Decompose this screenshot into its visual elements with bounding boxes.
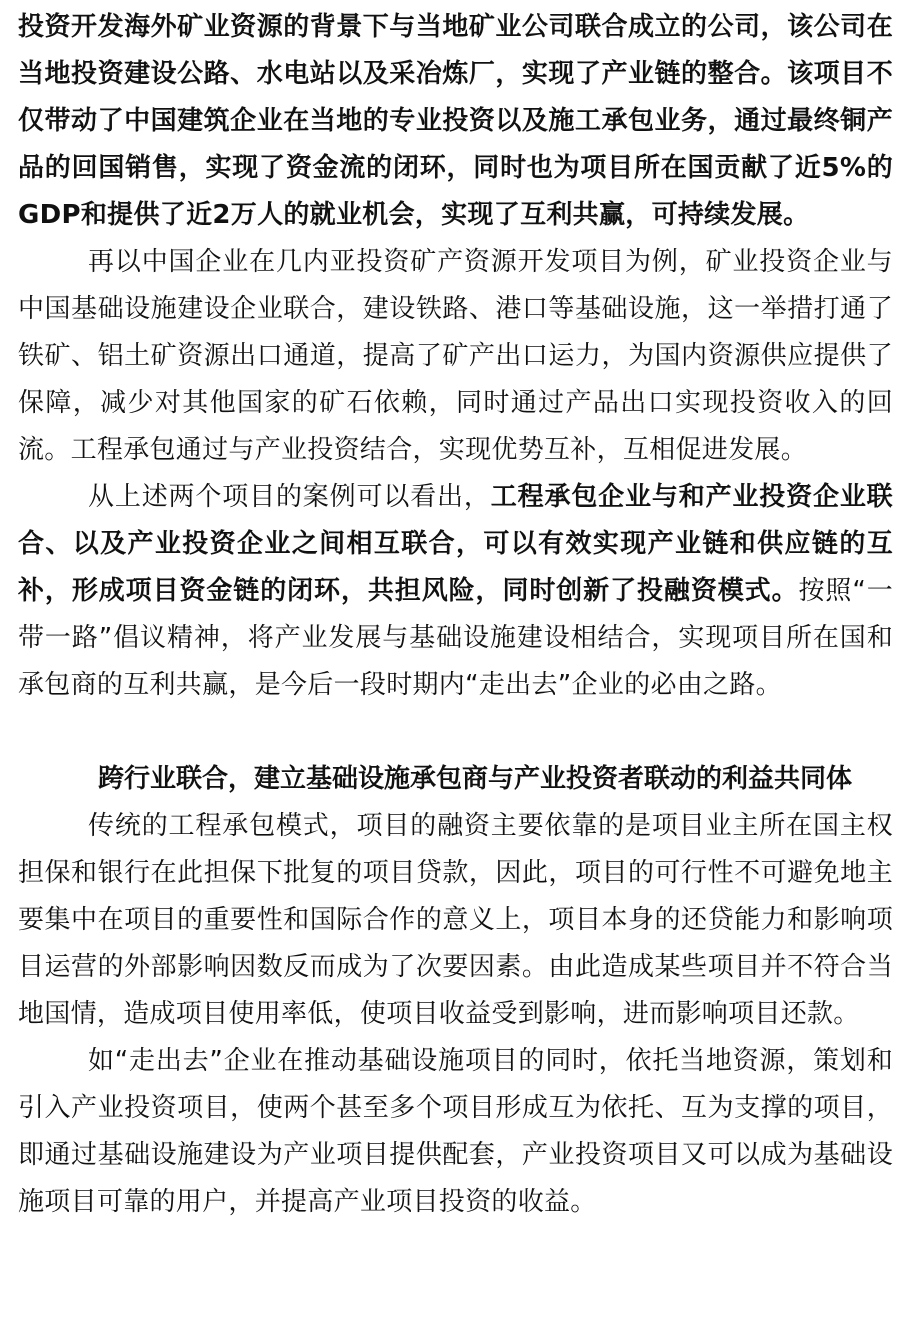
conclusion-tail: 按照“一带一路”倡议精神，将产业发展与基础设施建设相结合，实现项目所在国和承包商的互利共赢，是今后一段时期内“走出去”企业的必由之路。: [18, 576, 894, 700]
conclusion-bold: 工程承包企业与和产业投资企业联合、以及产业投资企业之间相互联合，可以有效实现产业链和供应链的互补，形成项目资金链的闭环，共担风险，同时创新了投融资模式。: [18, 482, 893, 606]
paragraph-bold-intro: 投资开发海外矿业资源的背景下与当地矿业公司联合成立的公司，该公司在当地投资建设公路、水电站以及采冶炼厂，实现了产业链的整合。该项目不仅带动了中国建筑企业在当地的专业投资以及施工承包业务，通过最终铜产品的回国销售，实现了资金流的闭环，同时也为项目所在国贡献了近5%的GDP和提供了近2万人的就业机会，实现了互利共赢，可持续发展。: [18, 12, 893, 230]
paragraph-going-out: 如“走出去”企业在推动基础设施项目的同时，依托当地资源，策划和引入产业投资项目，使两个甚至多个项目形成互为依托、互为支撑的项目，即通过基础设施建设为产业项目提供配套，产业投资项目又可以成为基础设施项目可靠的用户，并提高产业项目投资的收益。: [18, 1046, 893, 1217]
paragraph-conclusion: [18, 474, 893, 709]
paragraph-traditional-model: 传统的工程承包模式，项目的融资主要依靠的是项目业主所在国主权担保和银行在此担保下批复的项目贷款，因此，项目的可行性不可避免地主要集中在项目的重要性和国际合作的意义上，项目本身的还贷能力和影响项目运营的外部影响因数反而成为了次要因素。由此造成某些项目并不符合当地国情，造成项目使用率低，使项目收益受到影响，进而影响项目还款。: [18, 811, 893, 1029]
section-heading: 跨行业联合，建立基础设施承包商与产业投资者联动的利益共同体: [98, 764, 853, 794]
conclusion-lead: 从上述两个项目的案例可以看出，: [88, 482, 491, 512]
paragraph-guinea-example: 再以中国企业在几内亚投资矿产资源开发项目为例，矿业投资企业与中国基础设施建设企业联合，建设铁路、港口等基础设施，这一举措打通了铁矿、铝土矿资源出口通道，提高了矿产出口运力，为国内资源供应提供了保障，减少对其他国家的矿石依赖，同时通过产品出口实现投资收入的回流。工程承包通过与产业投资结合，实现优势互补，互相促进发展。: [18, 247, 893, 465]
